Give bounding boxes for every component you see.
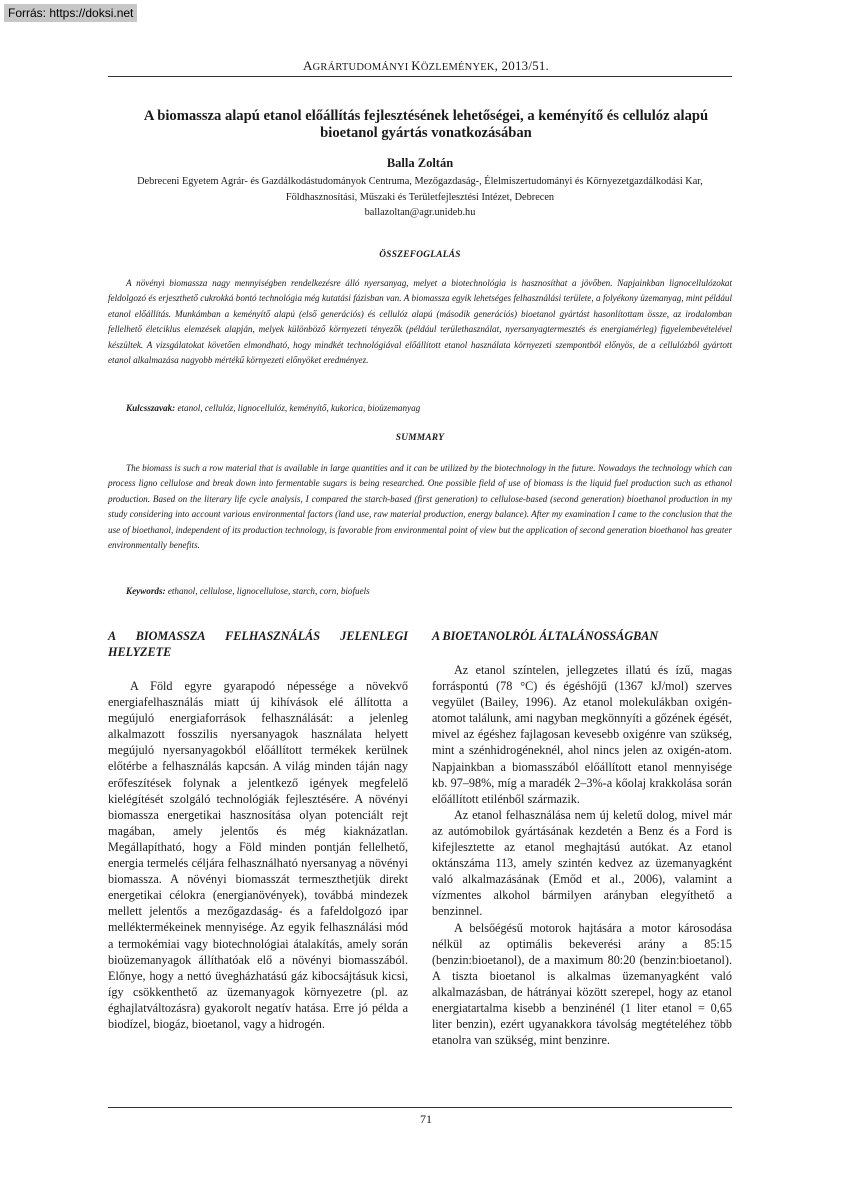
left-column xyxy=(108,628,408,1032)
journal-word-2: ÖZLEMÉNYEK xyxy=(420,62,495,73)
hu-keywords-list: etanol, cellulóz, lignocellulóz, keményítő, kukorica, bioüzemanyag xyxy=(175,403,421,413)
author-name: Balla Zoltán xyxy=(386,156,454,170)
journal-issue: , 2013/51. xyxy=(494,58,550,73)
en-abstract-text: The biomass is such a row material that is available in large quantities and it can be utilized by the biotechnology in the future. Nowadays the technology which can process ligno cellulose and break down into fermentable sugars is being researched. One possible field of use of biomass is the liquid fuel production such as ethanol production. Based on the literary life cycle analysis, I compared the starch-based (first generation) to cellulose-based (second generation) bioethanol production in my study considering into account various environmental factors (land use, raw material production, energy balance). After my examination I came to the conclusion that the use of bioethanol, independent of its production technology, is favorable from environmental point of view but the application of second generation bioethanol has greater environmentally benefits. xyxy=(108,463,732,551)
right-section-heading: A BIOETANOLRÓL ÁLTALÁNOSSÁGBAN xyxy=(432,629,659,643)
hu-keywords xyxy=(126,403,732,413)
source-label: Forrás: https://doksi.net xyxy=(4,4,137,22)
en-keywords-label: Keywords: xyxy=(126,586,166,596)
header-rule xyxy=(108,76,732,77)
en-abstract-heading: SUMMARY xyxy=(395,433,445,443)
page-number: 71 xyxy=(420,1112,432,1126)
affiliation-line-1: Debreceni Egyetem Agrár- és Gazdálkodástudományok Centruma, Mezőgazdaság-, Élelmiszertudományi és Környezetgazdálkodási Kar, xyxy=(137,176,703,187)
left-section-heading: A BIOMASSZA FELHASZNÁLÁS JELENLEGI HELYZETE xyxy=(108,629,408,659)
hu-keywords-label: Kulcsszavak: xyxy=(126,403,176,413)
running-header xyxy=(0,58,852,74)
right-paragraph-3: A belsőégésű motorok hajtására a motor károsodása nélkül az optimális bekeverési arány a 85:15 (benzin:bioetanol), de a maximum 80:20 (benzin:bioetanol). A tiszta bioetanol is alkalmas üzemanyagként való alkalmazásban, de hátrányai között szerepel, hogy az etanol energiatartalma kisebb a benzinénél (1 liter etanol = 0,65 liter benzin), ezért ugyanakkora távolság megtételéhez több etanolra van szükség, mint benzinre. xyxy=(432,920,732,1048)
journal-word-1: GRÁRTUDOMÁNYI xyxy=(312,62,412,73)
right-paragraph-1: Az etanol színtelen, jellegzetes illatú és ízű, magas forráspontú (78 °C) és égéshőjű (1367 kJ/mol) szerves vegyület (Bailey, 1996). Az etanol molekulákban oxigén-atomot találunk, ami nagyban megkönnyíti a gőzének égését, mivel az égéshez fajlagosan kevesebb oxigénre van szükség, mint a szénhidrogéneknél, ahol nincs jelen az oxigén-atom. Napjainkban a biomasszából előállított etanol mennyisége kb. 97–98%, míg a maradék 2–3%-a kőolaj krakkolása során előállított etilénből származik. xyxy=(432,663,732,806)
affiliation-line-2: Földhasznosítási, Műszaki és Területfejlesztési Intézet, Debrecen xyxy=(285,191,555,203)
footer-rule xyxy=(108,1107,732,1108)
en-keywords-list: ethanol, cellulose, lignocellulose, starch, corn, biofuels xyxy=(165,586,370,596)
hu-abstract-heading: ÖSSZEFOGLALÁS xyxy=(379,250,461,260)
journal-initial-k: K xyxy=(411,58,421,73)
author-email: ballazoltan@agr.unideb.hu xyxy=(364,207,476,218)
hu-abstract-text: A növényi biomassza nagy mennyiségben rendelkezésre álló nyersanyag, melyet a biotechnológia is hasznosíthat a jövőben. Napjainkban lignocellulózokat feldolgozó és erjeszthető cukrokká bontó technológia még kutatási fázisban van. A biomassza egyik lehetséges felhasználási területe, a folyékony üzemanyag, mint például etanol előállítás. Munkámban a keményítő alapú (első generációs) és cellulóz alapú (második generációs) bioetanol gyártást hasonlítottam össze, az irodalomban fellelhető életciklus elemzések alapján, melyek különböző környezeti tényezők (például területhasználat, nyersanyagtermesztés és energiamérleg) figyelembevételével készültek. A vizsgálatokat követően elmondható, hogy mindkét technológiával előállított etanol használata környezeti szempontból előnyös, de a cellulózból gyártott etanol alkalmazása nagyobb mértékű környezeti előnyöket eredményez. xyxy=(108,278,732,366)
right-paragraph-2: Az etanol felhasználása nem új keletű dolog, mivel már az autómobilok gyártásának kezdetén a Benz és a Ford is kifejlesztette az etanol meghajtású autókat. Az etanol oktánszáma 113, amely szintén kedvez az üzemanyagként való alkalmazásának (Emőd et al., 2006), valamint a vízmentes alkohol bármilyen arányban elegyíthető a benzinnel. xyxy=(432,807,732,919)
affiliation xyxy=(108,174,732,221)
left-paragraph-1: A Föld egyre gyarapodó népessége a növekvő energiafelhasználás miatt új kihívások elé állította a megújuló energiaforrások felhasználását: a jelenleg alkalmazott fosszilis nyersanyagok használata helyett megújuló nyersanyagokból előállított termékek kerülnek előtérbe a felhasználás kapcsán. A világ minden táján nagy erőfeszítések folynak a jelentkező igények megfelelő kielégítését szolgáló technológiák fejlesztésére. A növényi biomassza energetikai hasznosítása olyan potenciált rejt magában, amely jelentős és még kiaknázatlan. Megállapítható, hogy a Föld minden pontján fellelhető, energia termelés céljára felhasználható nyersanyag a növényi biomassza. A növényi biomasszát termeszthetjük direkt energetikai célokra (energianövények), továbbá mindezek mellett jelentős a mezőgazdaság- és a fafeldolgozó ipar melléktermékeinek mennyisége. Az egyik felhasználási mód a termokémiai vagy biotechnológiai átalakítás, amely során bioüzemanyagok állíthatóak elő a növényi biomasszából. Előnye, hogy a nettó üvegházhatású gáz kibocsájtásuk kicsi, így csökkenthető az üzemanyagok környezetre (pl. az éghajlatváltozásra) gyakorolt negatív hatása. Erre jó példa a biodízel, biogáz, bioetanol, vagy a hidrogén. xyxy=(108,679,408,1031)
en-keywords xyxy=(126,586,732,596)
journal-initial-a: A xyxy=(302,58,313,73)
paper-title: A biomassza alapú etanol előállítás fejlesztésének lehetőségei, a keményítő és cellulóz alapú bioetanol gyártás vonatkozásában xyxy=(143,108,709,141)
right-column xyxy=(432,628,732,1048)
